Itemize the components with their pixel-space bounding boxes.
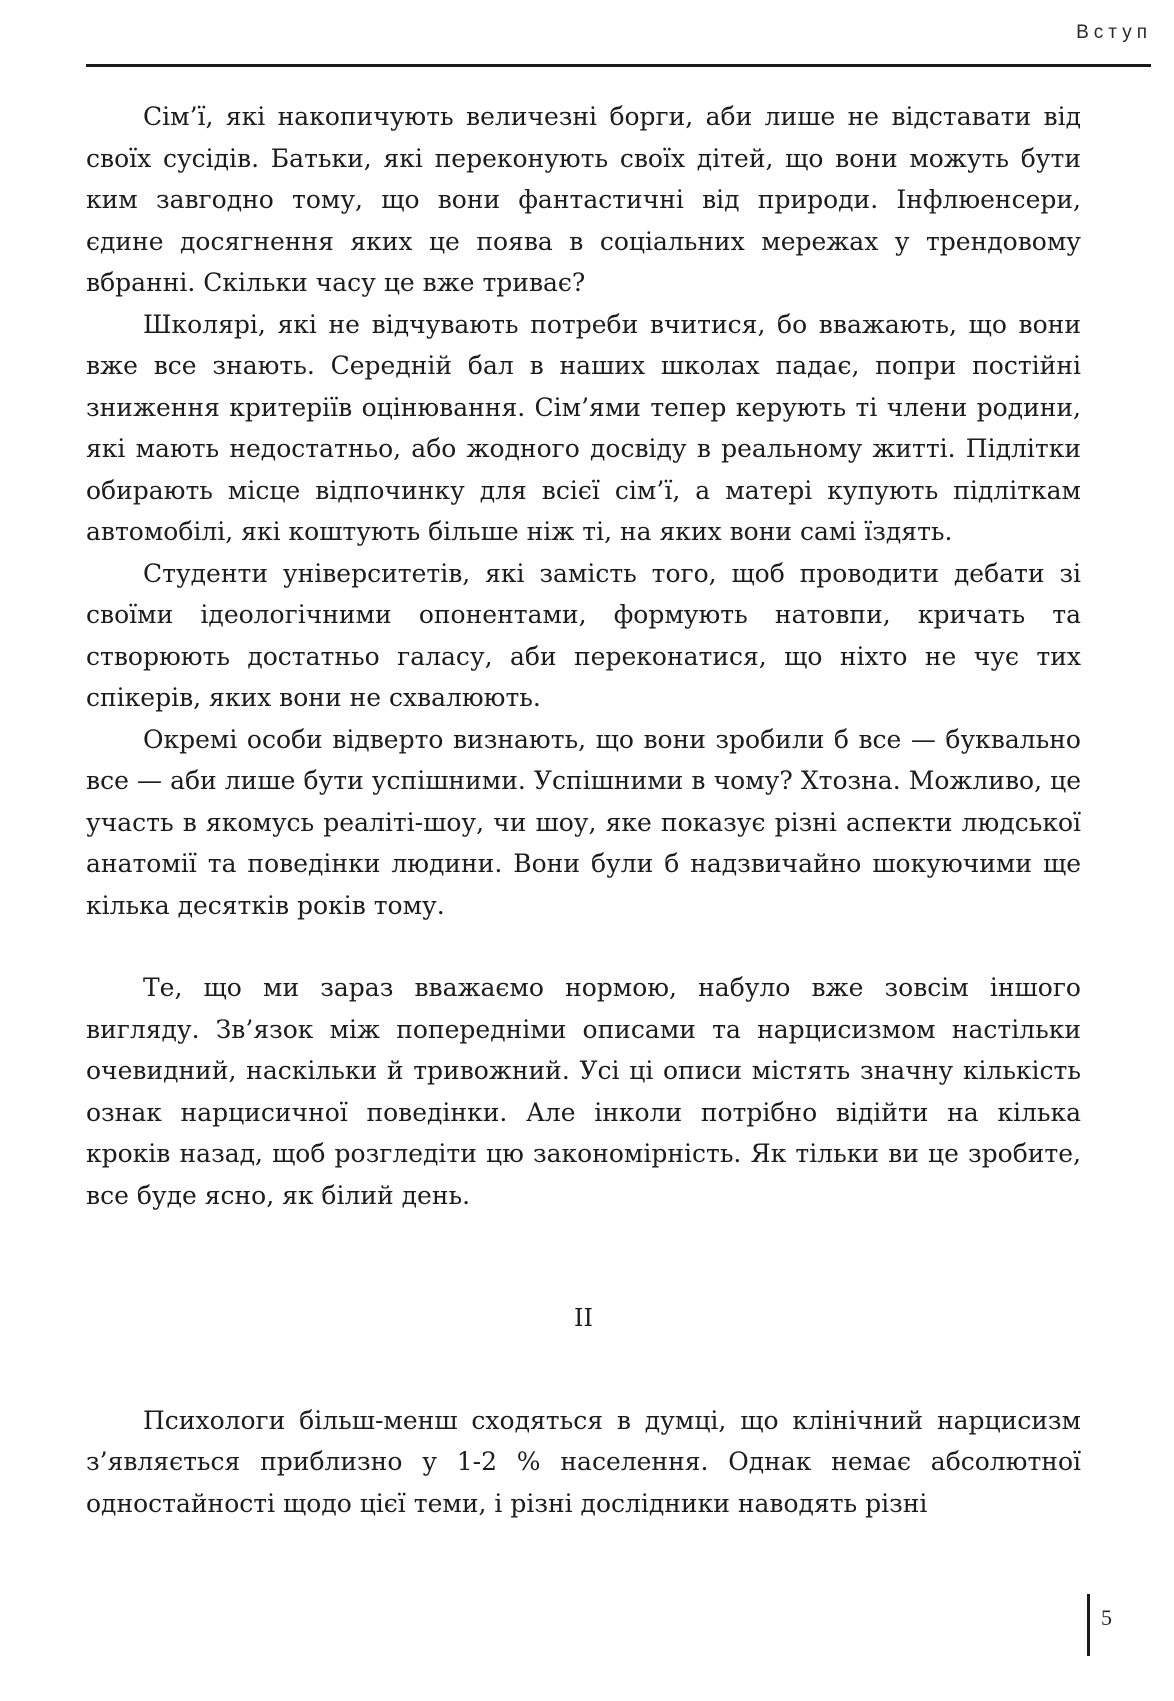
paragraph: Окремі особи відверто визнають, що вони зробили б все — буквально все — аби лише бути успішними. Успішними в чому? Хтозна. Можливо, це участь в якомусь реаліті-шоу, чи шоу, яке показує різні аспекти людської анатомії та поведінки людини. Вони були б надзвичайно шокуючими ще кілька десятків років тому. xyxy=(86,724,1081,920)
section-number: II xyxy=(574,1304,593,1332)
running-head: Вступ xyxy=(1076,22,1152,43)
header-rule xyxy=(86,64,1151,67)
text-block xyxy=(86,96,1081,1524)
paragraph: Сім’ї, які накопичують величезні борги, аби лише не відставати від своїх сусідів. Батьки, які переконують своїх дітей, що вони можуть бути ким завгодно тому, що вони фантастичні від природи. Інфлюенсери, єдине досягнення яких це поява в соціальних мережах у трендовому вбранні. Скільки часу це вже триває? xyxy=(86,102,1081,297)
paragraph: Студенти університетів, які замість того, щоб проводити дебати зі своїми ідеологічними опонентами, формують натовпи, кричать та створюють достатньо галасу, аби переконатися, що ніхто не чує тих спікерів, яких вони не схвалюють. xyxy=(86,558,1081,712)
paragraph: Школярі, які не відчувають потреби вчитися, бо вважають, що вони вже все знають. Середній бал в наших школах падає, попри постійні зниження критеріїв оцінювання. Сім’ями тепер керують ті члени родини, які мають недостатньо, або жодного досвіду в реальному житті. Підлітки обирають місце відпочинку для всієї сім’ї, а матері купують підліткам автомобілі, які коштують більше ніж ті, на яких вони самі їздять. xyxy=(86,309,1081,546)
folio-rule xyxy=(1087,1594,1090,1656)
page-number: 5 xyxy=(1101,1605,1112,1630)
paragraph: Те, що ми зараз вважаємо нормою, набуло вже зовсім іншого вигляду. Зв’язок між попередніми описами та нарцисизмом настільки очевидний, наскільки й тривожний. Усі ці описи містять значну кількість ознак нарцисичної поведінки. Але інколи потрібно відійти на кілька кроків назад, щоб розгледіти цю закономірність. Як тільки ви це зробите, все буде ясно, як білий день. xyxy=(86,973,1081,1210)
paragraph: Психологи більш-менш сходяться в думці, що клінічний нарцисизм з’являється приблизно у 1-2 % населення. Однак немає абсолютної одностайності щодо цієї теми, і різні дослідники наводять різні xyxy=(86,1405,1081,1518)
